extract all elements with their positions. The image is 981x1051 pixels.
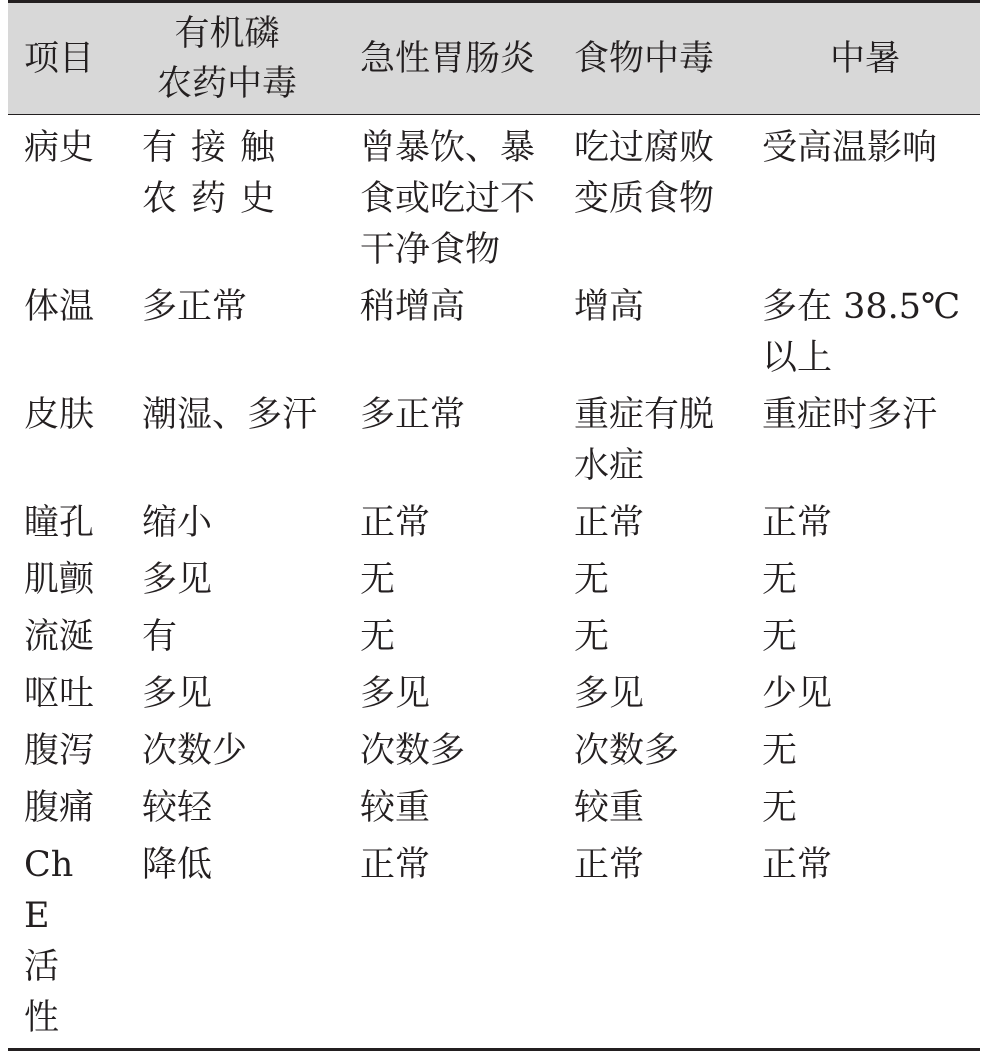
row-label: 皮肤 <box>24 395 95 435</box>
table-cell: 正常 <box>574 503 645 543</box>
table-cell: 次数多 <box>360 731 466 771</box>
table-cell: 多见 <box>360 674 431 714</box>
row-label: 体温 <box>24 287 95 327</box>
table-row <box>8 777 980 834</box>
table-cell: 较重 <box>574 788 645 828</box>
table-cell: 无 <box>360 617 396 657</box>
row-label: 呕吐 <box>24 674 95 714</box>
header-organophosphate-line2: 农药中毒 <box>156 63 297 104</box>
table-body <box>8 115 980 1050</box>
table-row <box>8 720 980 777</box>
table-cell: 有接触农药史 <box>142 128 290 219</box>
table-cell: 正常 <box>558 834 750 1050</box>
table-cell: 多见 <box>574 674 645 714</box>
row-label: 病史 <box>24 128 95 168</box>
table-row <box>8 606 980 663</box>
table-cell: 无 <box>762 617 798 657</box>
table-cell: 重症时多汗 <box>762 395 938 435</box>
table-cell: 潮湿、多汗 <box>142 395 318 435</box>
table-cell: 无 <box>574 617 610 657</box>
table-cell: 降低 <box>118 834 336 1050</box>
row-label: 腹痛 <box>24 788 95 828</box>
table-cell: 较重 <box>360 788 431 828</box>
table-cell: 多见 <box>142 560 213 600</box>
header-item: 项目 <box>8 2 118 115</box>
table-cell: 无 <box>762 731 798 771</box>
row-label: 瞳孔 <box>24 503 95 543</box>
table-row <box>8 384 980 492</box>
row-label: 腹泻 <box>24 731 95 771</box>
table-cell: 较轻 <box>142 788 213 828</box>
table-cell: 多正常 <box>360 395 466 435</box>
table-cell: 无 <box>574 560 610 600</box>
table-cell: 正常 <box>360 503 431 543</box>
table-cell: 稍增高 <box>360 287 466 327</box>
table-row <box>8 663 980 720</box>
table-cell: 缩小 <box>142 503 213 543</box>
differential-diagnosis-table <box>8 0 980 1051</box>
table-cell: 有 <box>142 617 178 657</box>
header-acute-gastroenteritis: 急性胃肠炎 <box>336 2 558 115</box>
table-row <box>8 276 980 384</box>
table-cell: 多正常 <box>142 287 248 327</box>
row-label: 肌颤 <box>24 560 95 600</box>
table-cell: 吃过腐败变质食物 <box>574 128 715 219</box>
table-cell: 少见 <box>762 674 833 714</box>
table-cell: 多在 38.5℃以上 <box>762 287 961 378</box>
table-cell: 无 <box>762 560 798 600</box>
table-cell: 多见 <box>142 674 213 714</box>
table-cell: 重症有脱水症 <box>574 395 715 486</box>
header-organophosphate-poisoning <box>118 2 336 115</box>
table-cell: 无 <box>360 560 396 600</box>
table-cell: 正常 <box>750 834 980 1050</box>
table-cell: 次数多 <box>574 731 680 771</box>
table-header <box>8 2 980 115</box>
header-row <box>8 2 980 115</box>
table-row <box>8 549 980 606</box>
table-row <box>8 115 980 277</box>
table-row <box>8 834 980 1050</box>
table-cell: 次数少 <box>142 731 248 771</box>
table-cell: 曾暴饮、暴食或吃过不干净食物 <box>360 128 536 270</box>
header-food-poisoning: 食物中毒 <box>558 2 750 115</box>
header-heatstroke: 中暑 <box>750 2 980 115</box>
table-cell: 无 <box>762 788 798 828</box>
row-label: 流涎 <box>24 617 95 657</box>
row-label: ChE活性 <box>8 834 118 1050</box>
header-organophosphate-line1: 有机磷 <box>174 13 280 54</box>
table-cell: 增高 <box>574 287 645 327</box>
table-row <box>8 492 980 549</box>
table-cell: 正常 <box>762 503 833 543</box>
table-cell: 受高温影响 <box>762 128 938 168</box>
table-cell: 正常 <box>336 834 558 1050</box>
